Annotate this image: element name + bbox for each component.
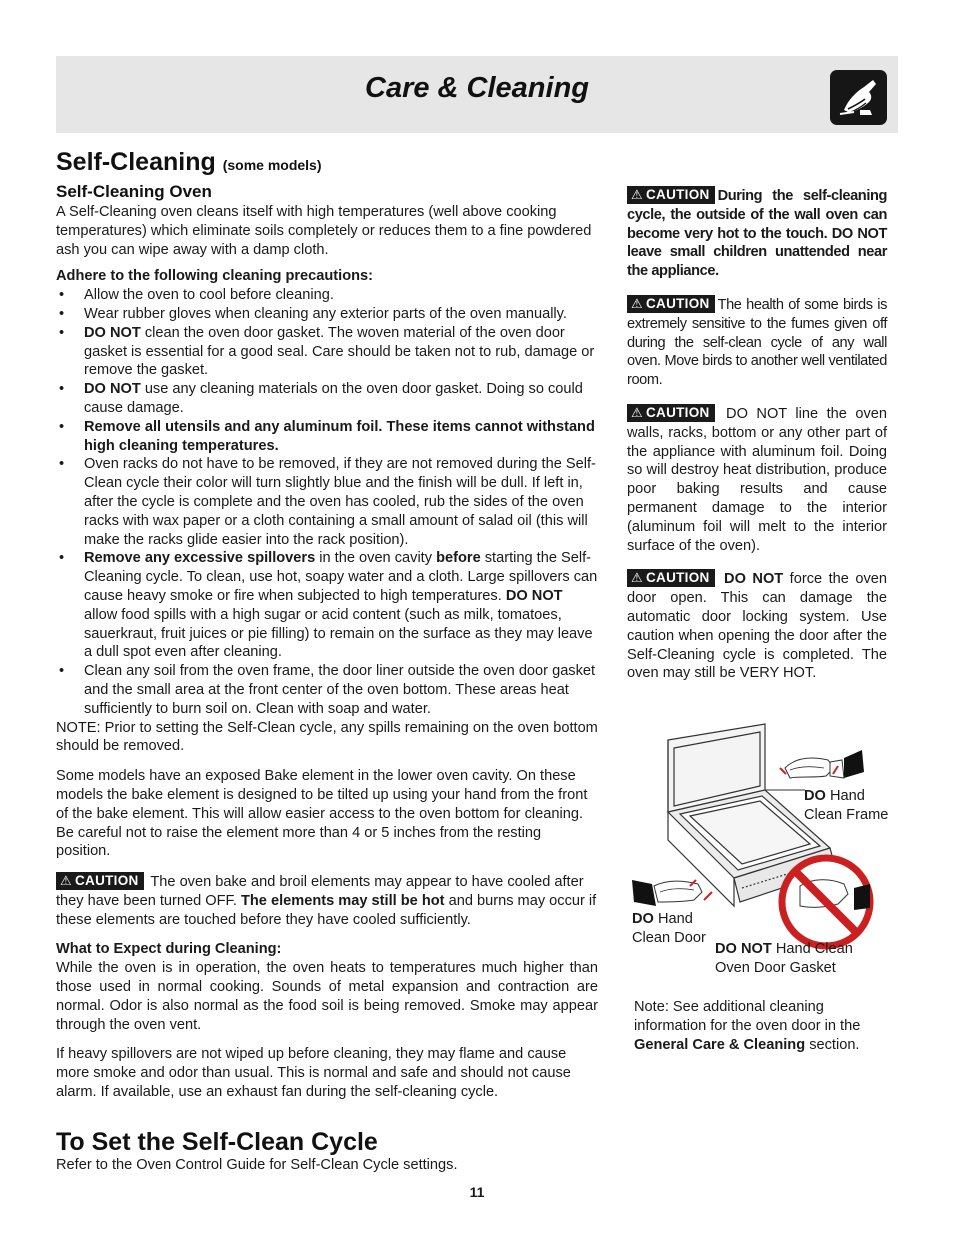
label-text: Hand Clean Door bbox=[632, 911, 706, 946]
bake-element-paragraph: Some models have an exposed Bake element in the lower oven cavity. On these models the bake element is designed to be tilted up using your hand from the front of the bake element. This will allow easier access to the oven bottom for cleaning. Be careful not to raise the element more than 4 or 5 inches from the resting position. bbox=[56, 768, 588, 860]
list-item bbox=[56, 455, 598, 549]
label-clean-frame bbox=[804, 787, 896, 825]
bullet-bold: DO NOT bbox=[505, 587, 563, 604]
intro-paragraph: A Self-Cleaning oven cleans itself with high temperatures (well above cooking temperatures) which eliminate soils completely or reduces them to a fine powdered ash you can wipe away with a damp cloth. bbox=[56, 204, 592, 258]
note-bold: General Care & Cleaning bbox=[634, 1036, 806, 1053]
caution-label: CAUTION bbox=[74, 873, 139, 889]
warning-triangle-icon: ⚠ bbox=[631, 295, 643, 311]
warning-triangle-icon: ⚠ bbox=[631, 187, 643, 202]
caution-bold: The elements may still be hot bbox=[240, 892, 445, 909]
caution-label: CAUTION bbox=[645, 187, 710, 202]
note-paragraph bbox=[634, 998, 894, 1054]
bullet-text: allow food spills with a high sugar or acid content (such as milk, tomatoes, sauerkraut, fruit juices or pie filling) to remain on the surface as they may leave a dull spot even after cleaning. bbox=[84, 606, 593, 661]
right-column bbox=[627, 186, 887, 697]
caution-label: CAUTION bbox=[645, 295, 710, 311]
label-text: Hand Clean Frame bbox=[804, 788, 889, 823]
bullet-text: Clean any soil from the oven frame, the door liner outside the oven door gasket and the small area at the front center of the oven bottom. These areas heat sufficiently to burn soil on. Clean with soap and water. bbox=[84, 663, 596, 717]
caution-block-4 bbox=[627, 569, 887, 683]
list-item bbox=[56, 286, 598, 305]
caution-elements-paragraph bbox=[56, 872, 598, 929]
cleaning-hand-icon bbox=[830, 70, 887, 125]
note-text: section. bbox=[805, 1036, 860, 1053]
bullet-bold: Remove all utensils and any aluminum foil. These items cannot withstand high cleaning temperatures. bbox=[84, 418, 595, 454]
bullet-bold: DO NOT bbox=[84, 324, 141, 341]
expect-paragraph: While the oven is in operation, the oven heats to temperatures much higher than those used in normal cooking. Sounds of metal expansion and contraction are normal. Odor is also normal as the food soil is being removed. Smoke may appear through the oven vent. bbox=[56, 960, 598, 1033]
section-subtitle: (some models) bbox=[222, 157, 322, 173]
caution-bold: During the self-cleaning cycle, the outside of the wall oven can become very hot to the touch. DO NOT leave small children unattended near the appliance. bbox=[627, 188, 887, 280]
caution-text: DO NOT line the oven walls, racks, bottom or any other part of the appliance with aluminum foil. Doing so will destroy heat distribution, produce poor baking results and cause permanent damage to the interior (aluminum foil will melt to the interior surface of the oven). bbox=[627, 405, 887, 554]
caution-badge bbox=[627, 404, 715, 422]
left-column bbox=[56, 203, 598, 1102]
spillovers-paragraph: If heavy spillovers are not wiped up before cleaning, they may flame and cause more smoke and odor than usual. This is normal and safe and should not cause alarm. If available, use an exhaust fan during the self-cleaning cycle. bbox=[56, 1046, 571, 1101]
caution-block-3 bbox=[627, 404, 887, 555]
list-item bbox=[56, 418, 598, 456]
bullet-text: starting the Self-Cleaning cycle. To clean, use hot, soapy water and a cloth. Large spillovers can cause heavy smoke or fire when subjected to high temperatures. bbox=[84, 550, 598, 604]
bullet-bold: before bbox=[436, 550, 481, 567]
caution-badge bbox=[56, 872, 144, 890]
list-item bbox=[56, 324, 598, 380]
list-item bbox=[56, 662, 598, 718]
precautions-heading: Adhere to the following cleaning precautions: bbox=[56, 268, 374, 285]
caution-block-2 bbox=[627, 295, 887, 390]
hand-door-icon bbox=[632, 880, 712, 906]
page-number: 11 bbox=[469, 1184, 485, 1200]
caution-text: force the oven door open. This can damage the automatic door locking system. Use caution when opening the door after the Self-Cleaning cycle is completed. The oven may still be VERY HOT. bbox=[627, 571, 887, 682]
note-spills: NOTE: Prior to setting the Self-Clean cycle, any spills remaining on the oven bottom should be removed. bbox=[56, 719, 598, 755]
label-bold: DO NOT bbox=[715, 941, 772, 957]
bullet-bold: Remove any excessive spillovers bbox=[84, 550, 316, 567]
caution-label: CAUTION bbox=[645, 570, 710, 586]
caution-badge bbox=[627, 569, 715, 587]
bullet-text: Oven racks do not have to be removed, if they are not removed during the Self-Clean cycle their color will turn slightly blue and the finish will be dull. If left in, after the cycle is complete and the oven has cooled, rub the sides of the oven racks with wax paper or a cloth containing a small amount of salad oil (this will make the racks glide easier into the rack position). bbox=[84, 456, 596, 548]
bullet-text: Allow the oven to cool before cleaning. bbox=[84, 287, 334, 304]
bullet-text: use any cleaning materials on the oven door gasket. Doing so could cause damage. bbox=[84, 381, 583, 416]
caution-badge bbox=[627, 295, 715, 313]
caution-text: The oven bake and broil elements may appear to have cooled after they have been turned OFF. bbox=[56, 874, 584, 909]
cycle-title: To Set the Self-Clean Cycle bbox=[56, 1128, 378, 1156]
warning-triangle-icon: ⚠ bbox=[60, 873, 72, 889]
list-item bbox=[56, 549, 598, 662]
section-title-text: Self-Cleaning bbox=[56, 148, 216, 176]
caution-text: The health of some birds is extremely sensitive to the fumes given off during the self-clean cycle of any wall oven. Move birds to another well ventilated room. bbox=[627, 296, 887, 389]
precautions-list bbox=[56, 286, 598, 718]
expect-heading: What to Expect during Cleaning: bbox=[56, 941, 282, 958]
bullet-text: in the oven cavity bbox=[315, 550, 437, 567]
label-bold: DO bbox=[632, 911, 654, 927]
section-title bbox=[56, 148, 322, 177]
note-text: Note: See additional cleaning information for the oven door in the bbox=[634, 999, 861, 1034]
page-header bbox=[56, 56, 898, 133]
page-title: Care & Cleaning bbox=[365, 72, 589, 104]
caution-badge bbox=[627, 186, 715, 204]
warning-triangle-icon: ⚠ bbox=[631, 404, 643, 420]
label-gasket bbox=[715, 940, 885, 978]
list-item bbox=[56, 380, 598, 418]
cycle-body: Refer to the Oven Control Guide for Self-Clean Cycle settings. bbox=[56, 1157, 458, 1173]
caution-block-1 bbox=[627, 186, 887, 281]
subsection-title: Self-Cleaning Oven bbox=[56, 182, 212, 201]
prohibited-sign-icon bbox=[782, 858, 870, 946]
oven-cleaning-illustration bbox=[630, 720, 900, 976]
label-clean-door bbox=[632, 910, 716, 948]
label-text: Hand Clean Oven Door Gasket bbox=[715, 941, 853, 976]
warning-triangle-icon: ⚠ bbox=[631, 570, 643, 586]
bullet-text: Wear rubber gloves when cleaning any exterior parts of the oven manually. bbox=[84, 305, 567, 322]
caution-text: and burns may occur if these elements are touched before they have cooled sufficiently. bbox=[56, 892, 597, 928]
bullet-bold: DO NOT bbox=[84, 381, 141, 398]
label-bold: DO bbox=[804, 788, 826, 804]
list-item bbox=[56, 305, 598, 324]
hand-frame-icon bbox=[780, 750, 864, 778]
caution-bold: DO NOT bbox=[724, 571, 784, 588]
bullet-text: clean the oven door gasket. The woven material of the oven door gasket is essential for a good seal. Care should be taken not to rub, damage or remove the gasket. bbox=[84, 324, 595, 379]
caution-label: CAUTION bbox=[645, 404, 710, 420]
